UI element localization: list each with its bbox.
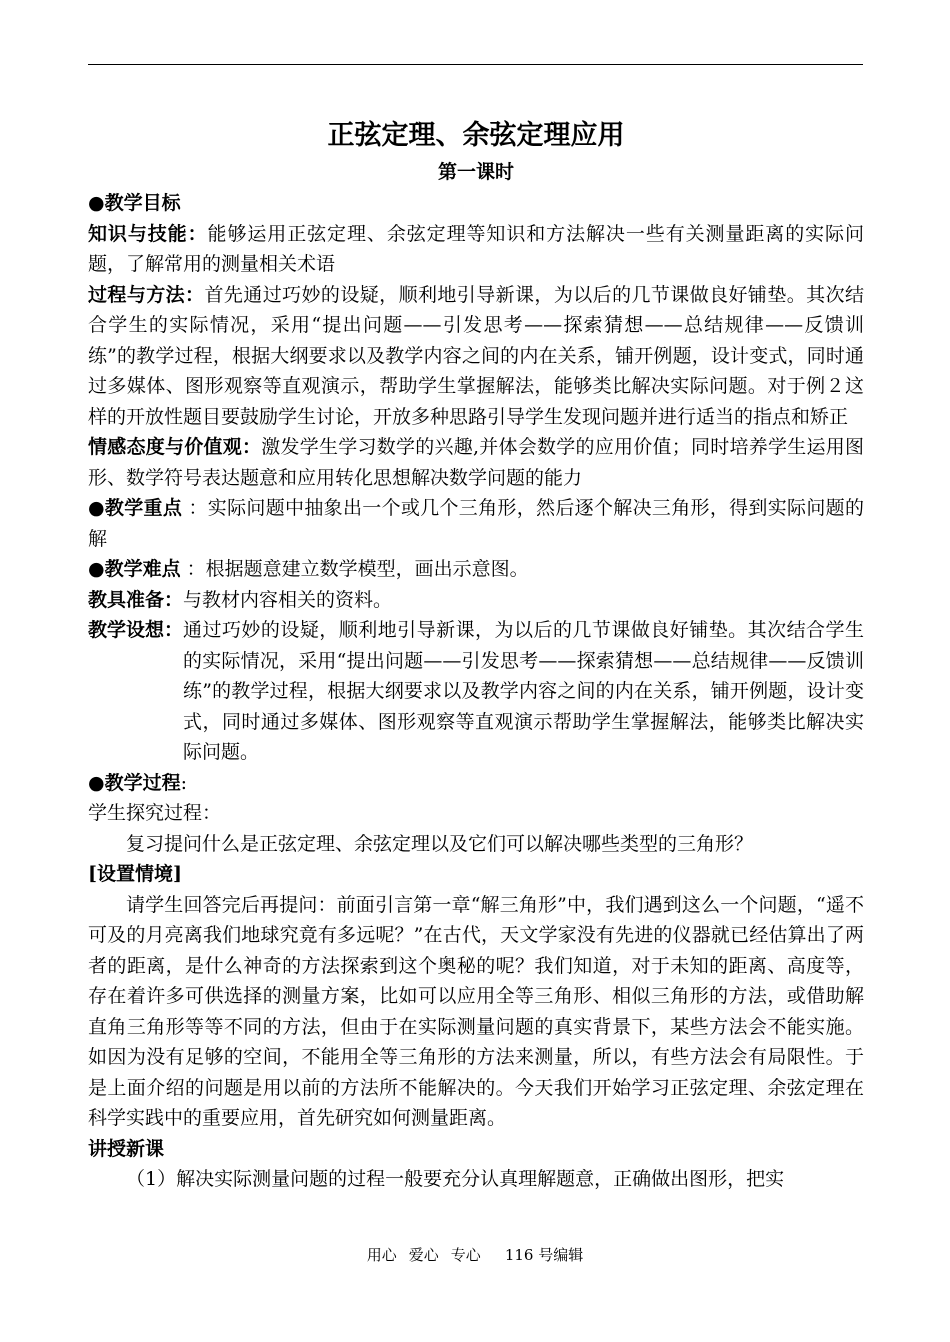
process-method-paragraph [88, 280, 864, 433]
emotion-paragraph [88, 432, 864, 493]
difficulty-label: ●教学难点 [88, 558, 181, 580]
knowledge-paragraph [88, 219, 864, 280]
new-lesson-text: （1）解决实际测量问题的过程一般要充分认真理解题意，正确做出图形，把实 [126, 1168, 785, 1190]
page-footer [0, 1245, 950, 1265]
objectives-heading: ●教学目标 [88, 192, 181, 214]
aids-paragraph [88, 585, 864, 616]
design-text: 通过巧妙的设疑，顺利地引导新课，为以后的几节课做良好铺垫。其次结合学生的实际情况，采用“提出问题——引发思考——探索猜想——总结规律——反馈训练”的教学过程，根据大纲要求以及教学内容之间的内在关系，铺开例题，设计变式，同时通过多媒体、图形观察等直观演示帮助学生掌握解法，能够类比解决实际问题。 [183, 619, 864, 763]
emotion-text: 激发学生学习数学的兴趣,并体会数学的应用价值；同时培养学生运用图形、数学符号表达题意和应用转化思想解决数学问题的能力 [88, 436, 864, 489]
key-point-label: ●教学重点 [88, 497, 183, 519]
aids-text: 与教材内容相关的资料。 [183, 588, 393, 611]
footer-part-3: 专心 [450, 1246, 481, 1264]
document-body [88, 112, 864, 1195]
process-label: 过程与方法： [88, 283, 205, 306]
header-rule [88, 64, 863, 65]
emotion-label: 情感态度与价值观： [88, 436, 262, 458]
design-label: 教学设想： [88, 619, 184, 641]
difficulty-text: ：根据题意建立数学模型，画出示意图。 [186, 558, 529, 580]
design-paragraph [88, 615, 864, 768]
review-question: 复习提问什么是正弦定理、余弦定理以及它们可以解决哪些类型的三角形？ [126, 832, 754, 855]
process-heading-line [88, 768, 864, 799]
process-text: 首先通过巧妙的设疑，顺利地引导新课，为以后的几节课做良好铺垫。其次结合学生的实际情况，采用“提出问题——引发思考——探索猜想——总结规律——反馈训练”的教学过程，根据大纲要求以及教学内容之间的内在关系，铺开例题，设计变式，同时通过多媒体、图形观察等直观演示，帮助学生掌握解法，能够类比解决实际问题。对于例２这样的开放性题目要鼓励学生讨论，开放多种思路引导学生发现问题并进行适当的指点和矫正 [88, 283, 864, 428]
scenario-heading: [设置情境] [88, 863, 182, 885]
student-inquiry: 学生探究过程： [88, 802, 222, 824]
knowledge-label: 知识与技能： [88, 222, 208, 245]
aids-label: 教具准备： [88, 588, 184, 611]
knowledge-text: 能够运用正弦定理、余弦定理等知识和方法解决一些有关测量距离的实际问题，了解常用的测量相关术语 [88, 222, 864, 275]
new-lesson-heading: 讲授新课 [88, 1137, 165, 1160]
key-point-text: ：实际问题中抽象出一个或几个三角形，然后逐个解决三角形，得到实际问题的解 [88, 497, 864, 550]
document-title: 正弦定理、余弦定理应用 [327, 120, 625, 151]
scenario-text: 请学生回答完后再提问：前面引言第一章“解三角形”中，我们遇到这么一个问题，“遥不可及的月亮离我们地球究竟有多远呢？”在古代，天文学家没有先进的仪器就已经估算出了两者的距离，是什么神奇的方法探索到这个奥秘的呢？我们知道，对于未知的距离、高度等，存在着许多可供选择的测量方案，比如可以应用全等三角形、相似三角形的方法，或借助解直角三角形等等不同的方法，但由于在实际测量问题的真实背景下，某些方法会不能实施。如因为没有足够的空间，不能用全等三角形的方法来测量，所以，有些方法会有局限性。于是上面介绍的问题是用以前的方法所不能解决的。今天我们开始学习正弦定理、余弦定理在科学实践中的重要应用，首先研究如何测量距离。 [88, 893, 864, 1129]
document-subtitle: 第一课时 [437, 161, 514, 183]
footer-part-1: 用心 [366, 1246, 397, 1264]
difficulty-paragraph [88, 554, 864, 585]
process-heading: ●教学过程 [88, 771, 181, 794]
key-point-paragraph [88, 493, 864, 554]
footer-part-2: 爱心 [408, 1246, 439, 1264]
footer-part-4: 116 号编辑 [504, 1246, 584, 1264]
process-heading-colon: : [180, 771, 187, 794]
